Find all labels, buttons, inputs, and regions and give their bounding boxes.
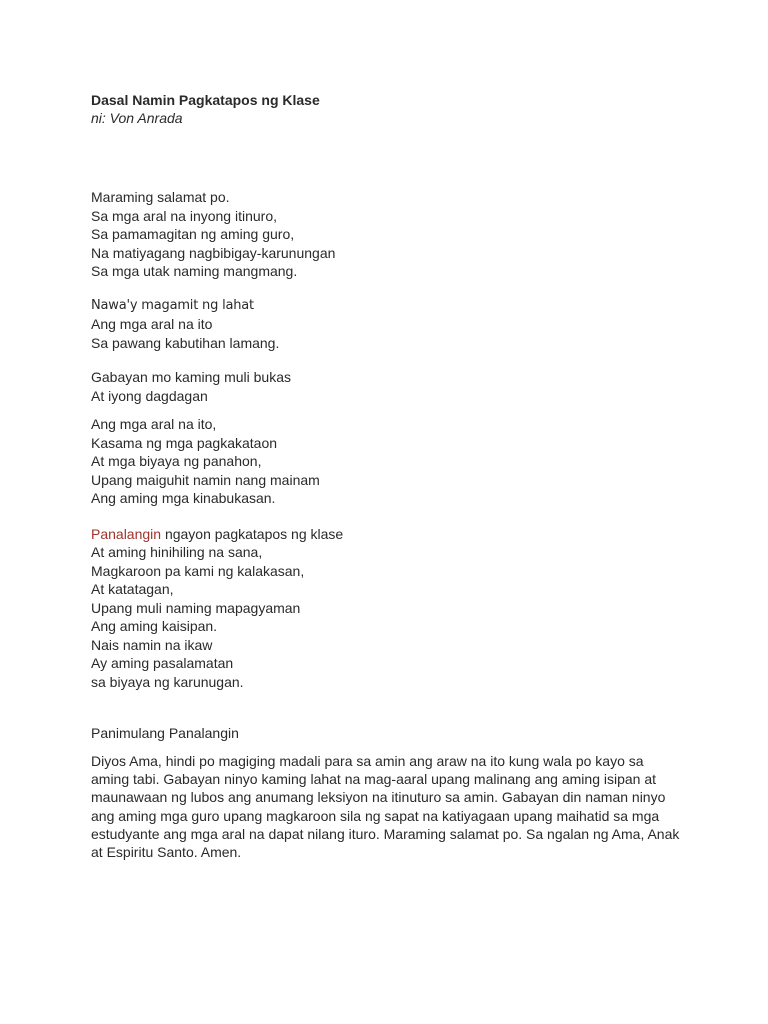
stanza-4	[91, 415, 691, 508]
poem-line: Sa mga utak naming mangmang.	[91, 263, 298, 279]
stanza-3	[91, 368, 691, 405]
poem-line: sa biyaya ng karunugan.	[91, 673, 244, 690]
poem-line: Gabayan mo kaming muli bukas	[91, 369, 291, 385]
highlighted-word: Panalangin	[91, 525, 162, 542]
opening-prayer-heading: Panimulang Panalangin	[91, 725, 239, 741]
poem-title: Dasal Namin Pagkatapos ng Klase	[91, 92, 320, 108]
stanza-2	[91, 297, 691, 353]
poem-line: Sa pawang kabutihan lamang.	[91, 334, 280, 351]
poem-line: At iyong dagdagan	[91, 387, 208, 404]
poem-line: Nawa'y magamit ng lahat	[91, 297, 254, 313]
poem-line: At katatagan,	[91, 581, 174, 597]
stanza-5	[91, 525, 691, 692]
document-page	[91, 91, 691, 861]
poem-line: Upang muli naming mapagyaman	[91, 599, 301, 616]
poem-line: Nais namin na ikaw	[91, 636, 213, 653]
poem-line: Sa mga aral na inyong itinuro,	[91, 207, 277, 224]
poem-line: Kasama ng mga pagkakataon	[91, 434, 278, 451]
poem-line: Na matiyagang nagbibigay-karunungan	[91, 244, 336, 261]
line-remainder: ngayon pagkatapos ng klase	[161, 525, 344, 542]
stanza-1	[91, 188, 691, 281]
poem-line: Ang aming kaisipan.	[91, 618, 218, 634]
poem-line	[91, 525, 691, 544]
poem-line: Upang maiguhit namin nang mainam	[91, 471, 320, 488]
poem-line: Sa pamamagitan ng aming guro,	[91, 226, 295, 242]
poem-line: Ang mga aral na ito	[91, 316, 213, 332]
poem-line: At aming hinihiling na sana,	[91, 544, 263, 560]
poem-line: Maraming salamat po.	[91, 189, 230, 205]
poem-line: At mga biyaya ng panahon,	[91, 453, 262, 469]
poem-line: Ang mga aral na ito,	[91, 416, 217, 432]
poem-line: Magkaroon pa kami ng kalakasan,	[91, 562, 305, 579]
poem-line: Ay aming pasalamatan	[91, 655, 234, 671]
poem-line: Ang aming mga kinabukasan.	[91, 490, 276, 506]
poem-author: ni: Von Anrada	[91, 110, 183, 126]
opening-prayer-body: Diyos Ama, hindi po magiging madali para sa amin ang araw na ito kung wala po kayo sa aming tabi. Gabayan ninyo kaming lahat na mag-aaral upang malinang ang aming isipan at maunawaan ng lubos ang anumang leksiyon na itinuturo sa amin. Gabayan din naman ninyo ang aming mga guro upang magkaroon sila ng sapat na katiyagaan upang maihatid sa mga estudyante ang mga aral na dapat nilang ituro. Maraming salamat po. Sa ngalan ng Ama, Anak at Espiritu Santo. Amen.	[91, 753, 680, 861]
